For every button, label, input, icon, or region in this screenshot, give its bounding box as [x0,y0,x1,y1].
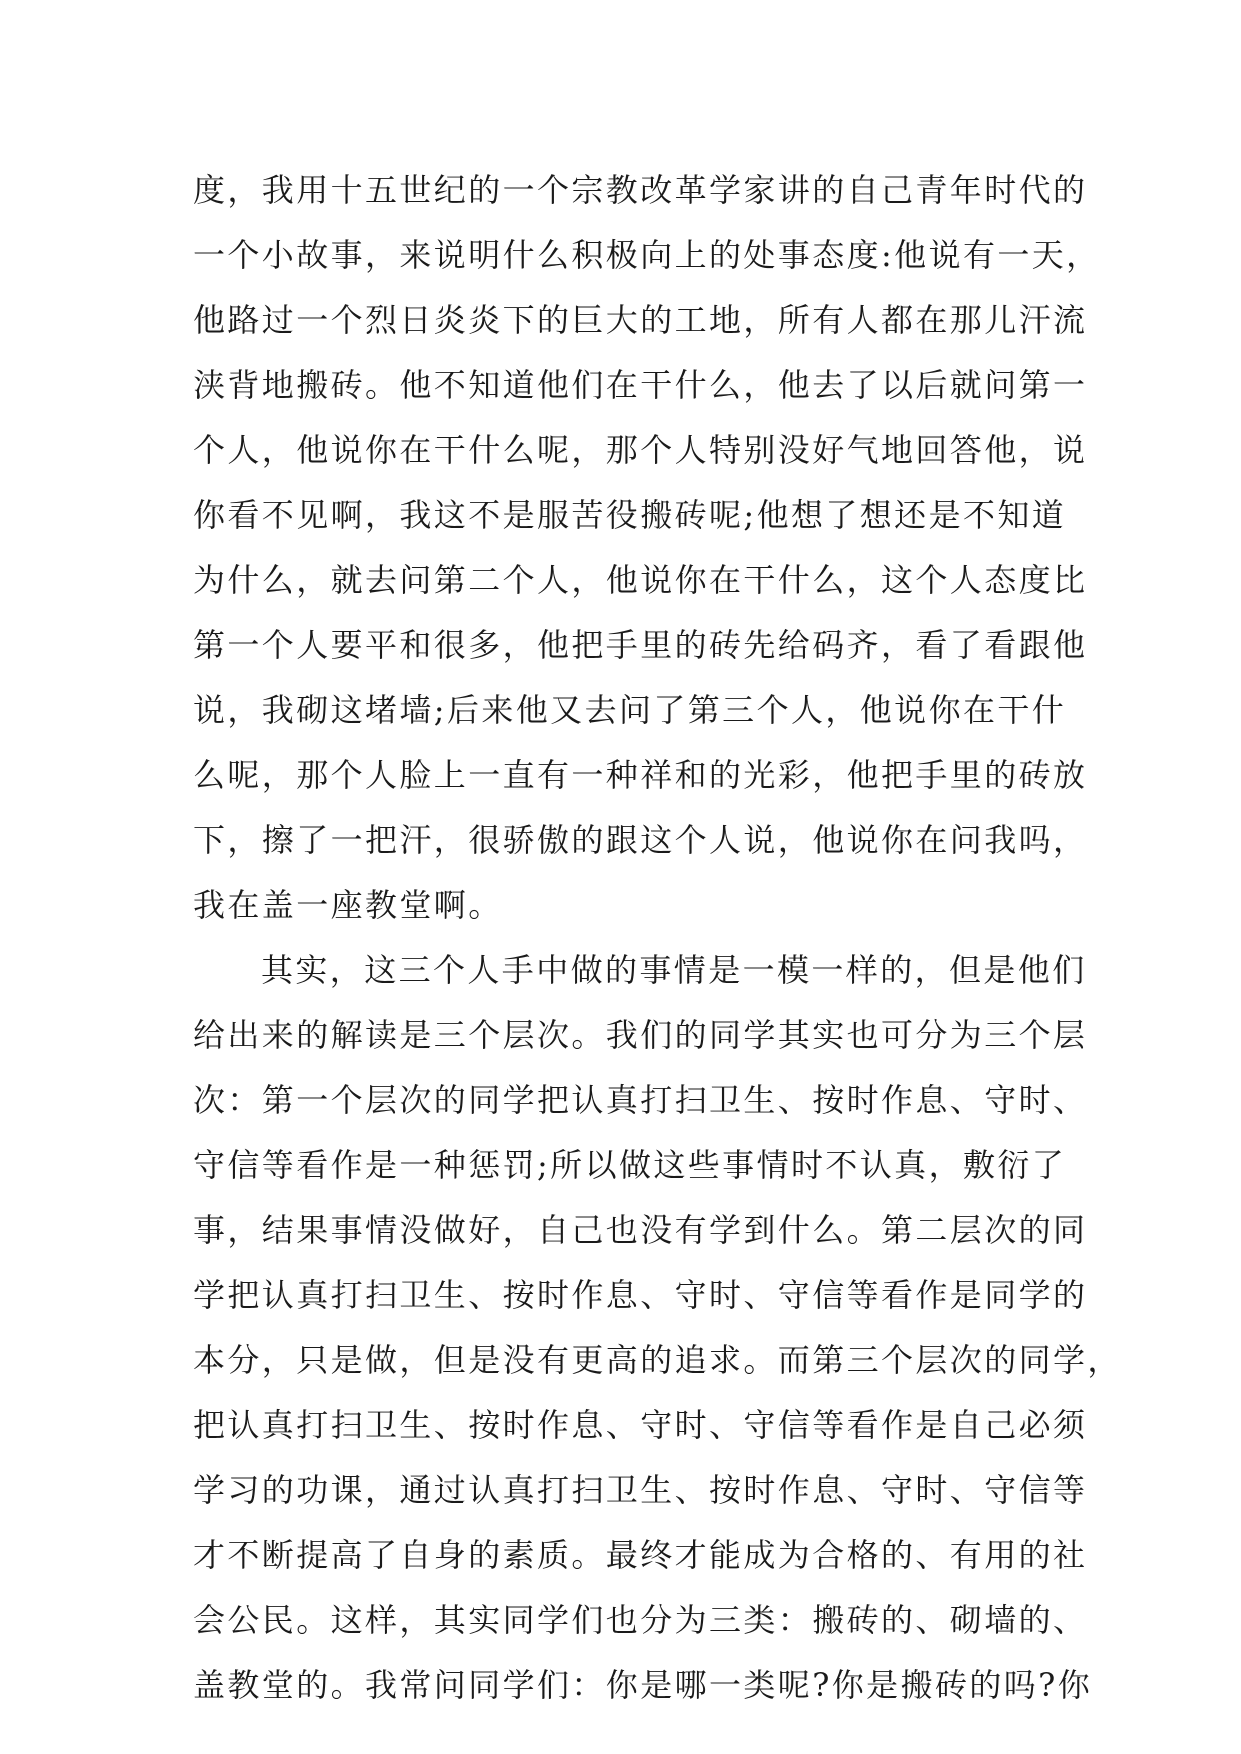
text-line-indented: 其实，这三个人手中做的事情是一模一样的，但是他们 [261,951,1087,989]
text-line: 才不断提高了自身的素质。最终才能成为合格的、有用的社 [193,1536,1088,1574]
paragraph-2 [193,938,1122,1718]
text-line: 学把认真打扫卫生、按时作息、守时、守信等看作是同学的 [193,1276,1088,1314]
text-line: 学习的功课，通过认真打扫卫生、按时作息、守时、守信等 [193,1471,1088,1509]
text-line: 他路过一个烈日炎炎下的巨大的工地，所有人都在那儿汗流 [193,301,1088,339]
text-line: 第一个人要平和很多，他把手里的砖先给码齐，看了看跟他 [193,626,1088,664]
text-line: 事，结果事情没做好，自己也没有学到什么。第二层次的同 [193,1211,1088,1249]
text-line: 么呢，那个人脸上一直有一种祥和的光彩，他把手里的砖放 [193,756,1088,794]
text-line: 我在盖一座教堂啊。 [193,886,503,924]
text-line: 浃背地搬砖。他不知道他们在干什么，他去了以后就问第一 [193,366,1088,404]
text-line: 把认真打扫卫生、按时作息、守时、守信等看作是自己必须 [193,1406,1088,1444]
text-line: 为什么，就去问第二个人，他说你在干什么，这个人态度比 [193,561,1088,599]
text-line: 给出来的解读是三个层次。我们的同学其实也可分为三个层 [193,1016,1088,1054]
text-line: 说，我砌这堵墙;后来他又去问了第三个人，他说你在干什 [193,691,1067,729]
text-line: 守信等看作是一种惩罚;所以做这些事情时不认真，敷衍了 [193,1146,1067,1184]
text-line: 一个小故事，来说明什么积极向上的处事态度:他说有一天， [193,236,1101,274]
text-line: 个人，他说你在干什么呢，那个人特别没好气地回答他，说 [193,431,1088,469]
document-body [193,158,1122,1718]
text-line: 度，我用十五世纪的一个宗教改革学家讲的自己青年时代的 [193,171,1088,209]
text-line: 你看不见啊，我这不是服苦役搬砖呢;他想了想还是不知道 [193,496,1067,534]
text-line: 下，擦了一把汗，很骄傲的跟这个人说，他说你在问我吗， [193,821,1088,859]
text-line: 次：第一个层次的同学把认真打扫卫生、按时作息、守时、 [193,1081,1088,1119]
paragraph-1 [193,158,1101,938]
text-line: 盖教堂的。我常问同学们：你是哪一类呢?你是搬砖的吗?你 [193,1666,1093,1704]
text-line: 会公民。这样，其实同学们也分为三类：搬砖的、砌墙的、 [193,1601,1088,1639]
text-line: 本分，只是做，但是没有更高的追求。而第三个层次的同学， [193,1341,1122,1379]
